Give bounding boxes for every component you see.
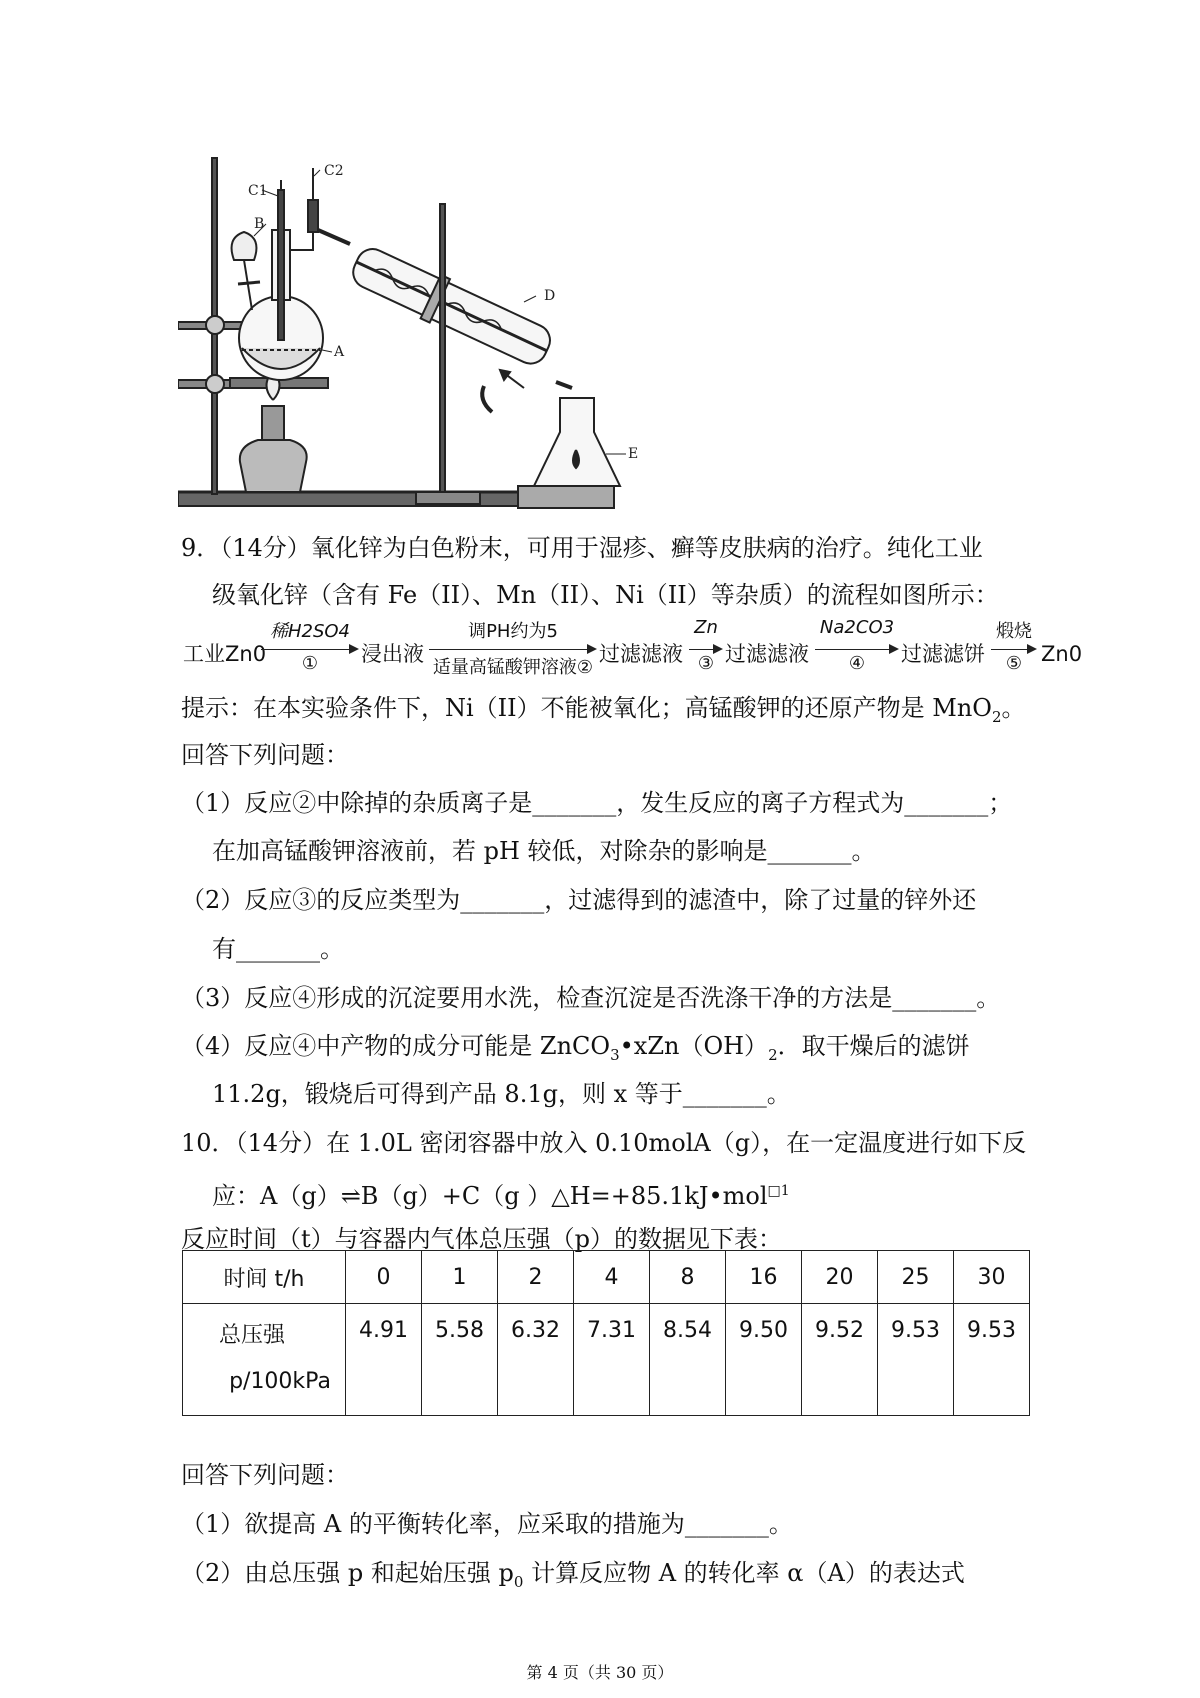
table-cell: 25 <box>878 1251 954 1304</box>
q10-part1: （1）欲提高 A 的平衡转化率，应采取的措施为_______。 <box>181 1510 793 1538</box>
table-cell: 0 <box>346 1251 422 1304</box>
table-cell: 1 <box>422 1251 498 1304</box>
q10-table-intro: 反应时间（t）与容器内气体总压强（p）的数据见下表： <box>181 1225 783 1253</box>
flow-arrow-2 <box>429 621 597 678</box>
zno-purification-flow <box>183 617 1098 678</box>
flow-arrow-3-top: Zn <box>694 617 718 638</box>
table-cell: 16 <box>726 1251 802 1304</box>
distillation-apparatus-diagram <box>178 150 690 516</box>
flow-arrow-3 <box>689 617 723 674</box>
table-cell: 8.54 <box>650 1304 726 1416</box>
flow-arrow-4 <box>815 617 899 674</box>
table-cell: 6.32 <box>498 1304 574 1416</box>
label-a: A <box>334 344 345 360</box>
flow-arrow-3-bottom: ③ <box>697 653 715 674</box>
table-cell: 8 <box>650 1251 726 1304</box>
flow-start: 工业Zn0 <box>183 642 267 666</box>
flow-arrow-5 <box>991 621 1037 674</box>
table-cell: 4.91 <box>346 1304 422 1416</box>
q9-part1-line2: 在加高锰酸钾溶液前，若 pH 较低，对除杂的影响是_______。 <box>212 837 876 865</box>
q9-hint: 提示：在本实验条件下，Ni（II）不能被氧化；高锰酸钾的还原产物是 MnO$_2$。 <box>181 694 1026 726</box>
label-e: E <box>628 446 639 462</box>
table-header-pressure: 总压强 p/100kPa <box>183 1304 346 1416</box>
table-cell: 2 <box>498 1251 574 1304</box>
flow-arrow-4-top: Na2CO3 <box>819 617 895 638</box>
flow-arrow-1-bottom: ① <box>301 653 319 674</box>
q9-prompt: 回答下列问题： <box>181 741 349 769</box>
table-cell: 9.52 <box>802 1304 878 1416</box>
flow-arrow-1-top: 稀H2SO4 <box>269 621 351 642</box>
q9-part4-line2: 11.2g，锻烧后可得到产品 8.1g，则 x 等于_______。 <box>212 1080 791 1108</box>
flow-arrow-2-top: 调PH约为5 <box>468 621 558 642</box>
table-cell: 9.50 <box>726 1304 802 1416</box>
q9-part2-line2: 有_______。 <box>212 935 344 963</box>
q9-part3: （3）反应④形成的沉淀要用水洗，检查沉淀是否洗涤干净的方法是_______。 <box>181 984 1001 1012</box>
q10-prompt: 回答下列问题： <box>181 1461 349 1489</box>
flow-arrow-2-bottom: 适量高锰酸钾溶液② <box>432 657 594 678</box>
q10-line1: 10．（14分）在 1.0L 密闭容器中放入 0.10molA（g），在一定温度进行如下反 <box>181 1129 1027 1157</box>
flow-node-3: 过滤滤液 <box>725 642 809 666</box>
q9-part4-line1: （4）反应④中产物的成分可能是 $ZnCO_3•xZn(OH)_2$．取干燥后的滤饼 <box>181 1032 970 1064</box>
page-footer: 第 4 页（共 30 页） <box>526 1663 674 1682</box>
flow-arrow-1 <box>261 621 359 674</box>
label-c2: C2 <box>324 163 344 179</box>
q9-part2-line1: （2）反应③的反应类型为_______，过滤得到的滤渣中，除了过量的锌外还 <box>181 886 977 914</box>
q10-line2: 应：A（g）⇌B（g）+C（g ）△H=+85.1kJ•mol$^{□1}$ <box>212 1182 790 1210</box>
table-cell: 20 <box>802 1251 878 1304</box>
table-row-pressure <box>183 1304 1030 1416</box>
flow-arrow-5-top: 煅烧 <box>996 621 1032 642</box>
table-row-time <box>183 1251 1030 1304</box>
table-cell: 9.53 <box>954 1304 1030 1416</box>
table-cell: 7.31 <box>574 1304 650 1416</box>
flow-node-4: 过滤滤饼 <box>901 642 985 666</box>
q9-part1-line1: （1）反应②中除掉的杂质离子是_______，发生反应的离子方程式为_______； <box>181 789 1013 817</box>
flow-end: Zn0 <box>1041 642 1083 666</box>
label-b: B <box>254 216 265 232</box>
label-c1: C1 <box>248 183 268 199</box>
pressure-time-table <box>182 1250 1030 1416</box>
table-cell: 5.58 <box>422 1304 498 1416</box>
flow-arrow-4-bottom: ④ <box>848 653 866 674</box>
flow-node-2: 过滤滤液 <box>599 642 683 666</box>
label-d: D <box>544 288 556 304</box>
table-cell: 4 <box>574 1251 650 1304</box>
table-header-time: 时间 t/h <box>183 1251 346 1304</box>
table-cell: 30 <box>954 1251 1030 1304</box>
q9-line1: 9．（14分）氧化锌为白色粉末，可用于湿疹、癣等皮肤病的治疗。纯化工业 <box>181 534 983 562</box>
table-cell: 9.53 <box>878 1304 954 1416</box>
q10-part2: （2）由总压强 p 和起始压强 $p_0$ 计算反应物 A 的转化率 α（A）的表达式 <box>181 1559 965 1591</box>
flow-node-1: 浸出液 <box>361 642 424 666</box>
q9-line2: 级氧化锌（含有 Fe（II）、Mn（II）、Ni（II）等杂质）的流程如图所示： <box>212 581 999 609</box>
flow-arrow-5-bottom: ⑤ <box>1005 653 1023 674</box>
